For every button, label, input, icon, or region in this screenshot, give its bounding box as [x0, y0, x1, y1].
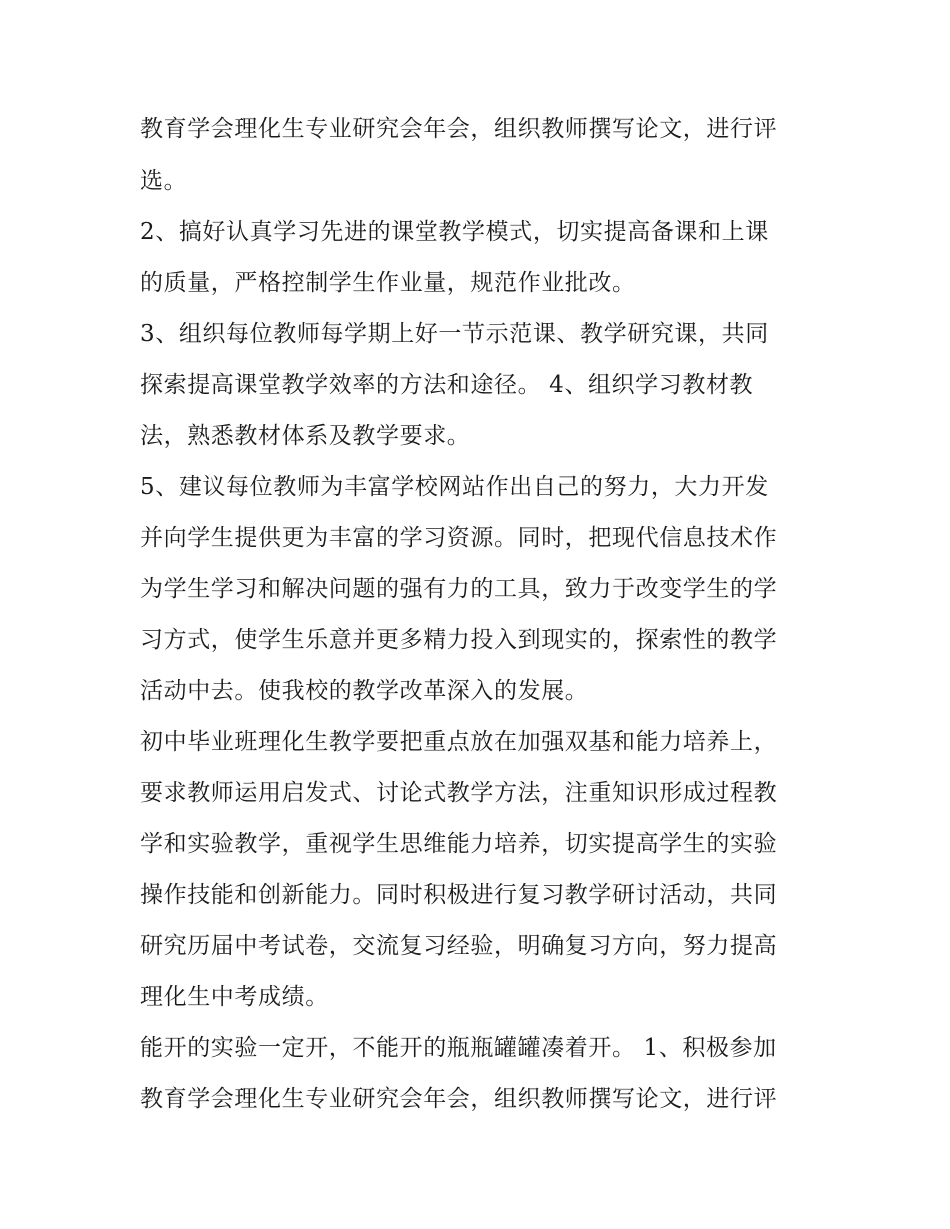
text-line: 探索提高课堂教学效率的方法和途径。 4、组织学习教材教: [140, 372, 754, 398]
text-line: 并向学生提供更为丰富的学习资源。同时，把现代信息技术作: [140, 525, 778, 551]
text-line: 要求教师运用启发式、讨论式教学方法，注重知识形成过程教: [140, 780, 778, 806]
text-line: 操作技能和创新能力。同时积极进行复习教学研讨活动，共同: [140, 882, 778, 908]
text-line: 的质量，严格控制学生作业量，规范作业批改。: [140, 270, 636, 296]
text-line: 法，熟悉教材体系及教学要求。: [140, 423, 471, 449]
text-line: 能开的实验一定开，不能开的瓶瓶罐罐凑着开。 1、积极参加: [140, 1035, 777, 1061]
text-line: 初中毕业班理化生教学要把重点放在加强双基和能力培养上，: [140, 729, 778, 755]
text-line: 研究历届中考试卷，交流复习经验，明确复习方向，努力提高: [140, 933, 778, 959]
text-line: 习方式，使学生乐意并更多精力投入到现实的，探索性的教学: [140, 627, 778, 653]
text-line: 3、组织每位教师每学期上好一节示范课、教学研究课，共同: [140, 321, 769, 347]
text-line: 教育学会理化生专业研究会年会，组织教师撰写论文，进行评: [140, 116, 778, 142]
text-line: 教育学会理化生专业研究会年会，组织教师撰写论文，进行评: [140, 1086, 778, 1112]
text-line: 理化生中考成绩。: [140, 984, 329, 1010]
text-line: 5、建议每位教师为丰富学校网站作出自己的努力，大力开发: [140, 474, 769, 500]
text-line: 为学生学习和解决问题的强有力的工具，致力于改变学生的学: [140, 576, 778, 602]
text-line: 学和实验教学，重视学生思维能力培养，切实提高学生的实验: [140, 831, 778, 857]
text-line: 选。: [140, 168, 188, 194]
text-line: 2、搞好认真学习先进的课堂教学模式，切实提高备课和上课: [140, 219, 769, 245]
text-line: 活动中去。使我校的教学改革深入的发展。: [140, 678, 589, 704]
